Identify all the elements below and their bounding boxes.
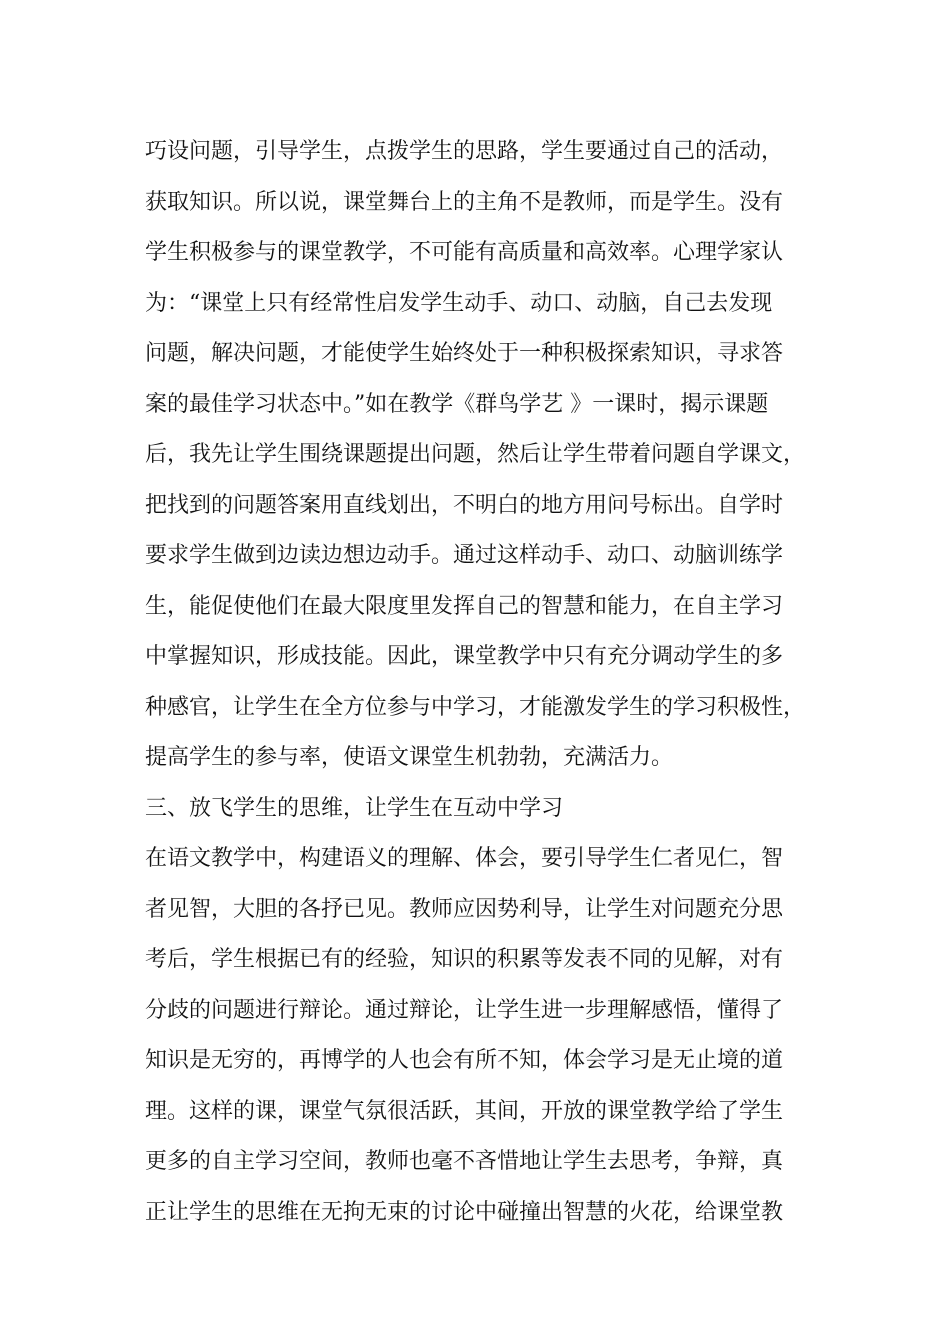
text-line: 考后，学生根据已有的经验，知识的积累等发表不同的见解，对有 bbox=[145, 947, 784, 972]
text-line: 中掌握知识，形成技能。因此，课堂教学中只有充分调动学生的多 bbox=[145, 644, 784, 669]
text-line: 后，我先让学生围绕课题提出问题，然后让学生带着问题自学课文， bbox=[145, 442, 806, 467]
body-text bbox=[145, 127, 825, 1238]
text-line: 问题，解决问题，才能使学生始终处于一种积极探索知识，寻求答 bbox=[145, 341, 784, 366]
text-line: 更多的自主学习空间，教师也毫不吝惜地让学生去思考，争辩，真 bbox=[145, 1149, 784, 1174]
text-line: 在语文教学中，构建语义的理解、体会，要引导学生仁者见仁，智 bbox=[145, 846, 784, 871]
text-line: 理。这样的课，课堂气氛很活跃，其间，开放的课堂教学给了学生 bbox=[145, 1098, 784, 1124]
text-line: 生，能促使他们在最大限度里发挥自己的智慧和能力，在自主学习 bbox=[145, 593, 784, 619]
text-line: 分歧的问题进行辩论。通过辩论，让学生进一步理解感悟，懂得了 bbox=[145, 997, 784, 1023]
text-line: 为：“课堂上只有经常性启发学生动手、动口、动脑，自己去发现 bbox=[145, 290, 773, 316]
text-line: 把找到的问题答案用直线划出，不明白的地方用问号标出。自学时 bbox=[145, 492, 784, 518]
text-line: 种感官，让学生在全方位参与中学习，才能激发学生的学习积极性， bbox=[145, 694, 806, 720]
text-line: 要求学生做到边读边想边动手。通过这样动手、动口、动脑训练学 bbox=[145, 543, 784, 568]
text-line: 获取知识。所以说，课堂舞台上的主角不是教师，而是学生。没有 bbox=[145, 189, 784, 215]
text-line: 正让学生的思维在无拘无束的讨论中碰撞出智慧的火花，给课堂教 bbox=[145, 1199, 784, 1225]
section-heading: 三、放飞学生的思维，让学生在互动中学习 bbox=[145, 795, 564, 821]
text-line: 巧设问题，引导学生，点拨学生的思路，学生要通过自己的活动， bbox=[145, 139, 784, 164]
text-line: 学生积极参与的课堂教学，不可能有高质量和高效率。心理学家认 bbox=[145, 240, 784, 265]
text-line: 提高学生的参与率，使语文课堂生机勃勃，充满活力。 bbox=[145, 745, 674, 770]
text-line: 案的最佳学习状态中。”如在教学《群鸟学艺 》一课时，揭示课题 bbox=[145, 391, 769, 417]
text-line: 者见智，大胆的各抒已见。教师应因势利导，让学生对问题充分思 bbox=[145, 896, 784, 922]
text-line: 知识是无穷的，再博学的人也会有所不知，体会学习是无止境的道 bbox=[145, 1048, 784, 1073]
